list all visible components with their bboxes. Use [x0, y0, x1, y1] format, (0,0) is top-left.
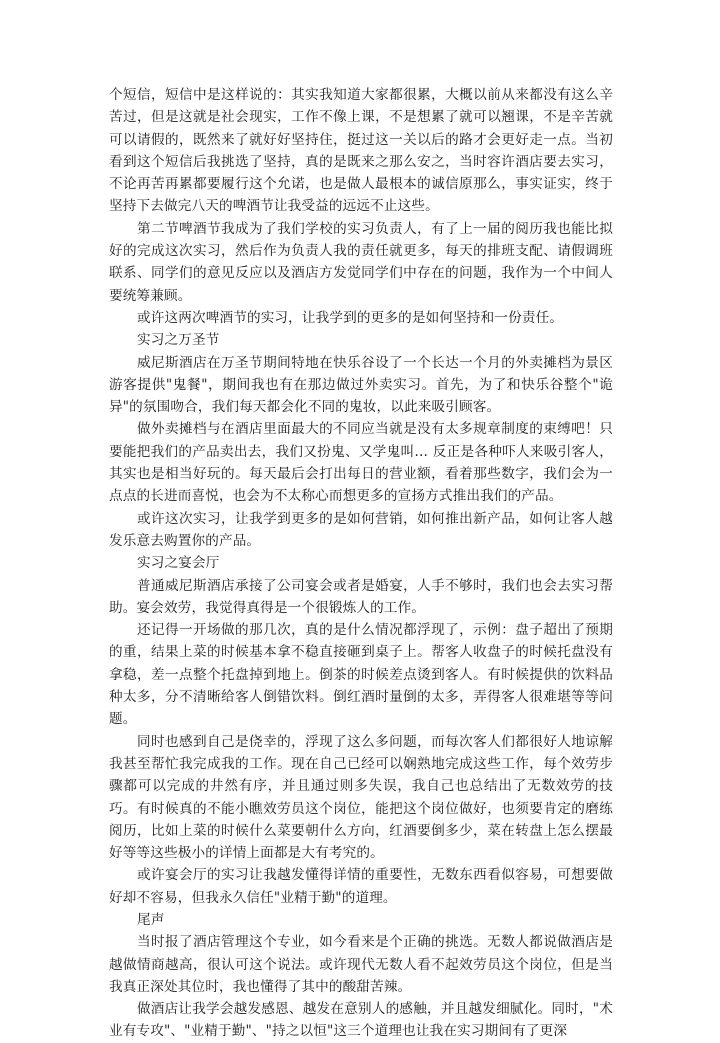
section-heading: 实习之万圣节: [137, 332, 220, 349]
paragraph: 当时报了酒店管理这个专业，如今看来是个正确的挑选。无数人都说做酒店是越做情商越高，很认可这个说法。或许现代无数人看不起效劳员这个岗位，但是当我真正深处其位时，我也懂得了其中的酸甜苦辣。: [109, 934, 613, 995]
paragraph: 还记得一开场做的那几次，真的是什么情况都浮现了，示例：盘子超出了预期的重，结果上菜的时候基本拿不稳直接砸到桌子上。帮客人收盘子的时候托盘没有拿稳，差一点整个托盘掉到地上。倒茶的时候差点烫到客人。有时候提供的饮料品种太多，分不清晰给客人倒错饮料。倒红酒时量倒的太多，弄得客人很难堪等等问题。: [109, 622, 613, 728]
section-heading: 实习之宴会厅: [137, 555, 220, 572]
paragraph: 做酒店让我学会越发感恩、越发在意别人的感触，并且越发细腻化。同时，"术业有专攻"、"业精于勤"、"持之以恒"这三个道理也让我在实习期间有了更深: [109, 1001, 613, 1040]
section-heading: 尾声: [137, 911, 165, 928]
paragraph: 威尼斯酒店在万圣节期间特地在快乐谷设了一个长达一个月的外卖摊档为景区游客提供"鬼餐"，期间我也有在那边做过外卖实习。首先，为了和快乐谷整个"诡异"的氛围吻合，我们每天都会化不同的鬼妆，以此来吸引顾客。: [109, 354, 613, 416]
document-body: [109, 84, 613, 1043]
paragraph: 做外卖摊档与在酒店里面最大的不同应当就是没有太多规章制度的束缚吧！只要能把我们的产品卖出去，我们又扮鬼、又学鬼叫… 反正是各种吓人来吸引客人，其实也是相当好玩的。每天最后会打出每日的营业额，看着那些数字，我们会为一点点的长进而喜悦，也会为不太称心而想更多的宣扬方式推出我们的产品。: [109, 421, 613, 505]
paragraph: 或许宴会厅的实习让我越发懂得详情的重要性，无数东西看似容易，可想要做好却不容易，但我永久信任"业精于勤"的道理。: [109, 867, 613, 906]
paragraph: 普通威尼斯酒店承接了公司宴会或者是婚宴，人手不够时，我们也会去实习帮助。宴会效劳，我觉得真得是一个很锻炼人的工作。: [109, 577, 613, 616]
paragraph: 个短信，短信中是这样说的：其实我知道大家都很累，大概以前从来都没有这么辛苦过，但是这就是社会现实，工作不像上课，不是想累了就可以翘课，不是辛苦就可以请假的，既然来了就好好坚持住，挺过这一关以后的路才会更好走一点。当初看到这个短信后我挑选了坚持，真的是既来之那么安之，当时容许酒店要去实习，不论再苦再累都要履行这个允诺，也是做人最根本的诚信原那么，事实证实，终于坚持下去做完八天的啤酒节让我受益的远远不止这些。: [109, 87, 613, 215]
paragraph: 或许这两次啤酒节的实习，让我学到的更多的是如何坚持和一份责任。: [137, 309, 564, 326]
paragraph: 第二节啤酒节我成为了我们学校的实习负责人，有了上一届的阅历我也能比拟好的完成这次实习，然后作为负责人我的责任就更多，每天的排班支配、请假调班联系、同学们的意见反应以及酒店方发觉同学们中存在的问题，我作为一个中间人要统筹兼顾。: [109, 220, 613, 304]
paragraph: 或许这次实习，让我学到更多的是如何营销，如何推出新产品，如何让客人越发乐意去购置你的产品。: [109, 510, 613, 549]
paragraph: 同时也感到自己是侥幸的，浮现了这么多问题，而每次客人们都很好人地谅解我甚至帮忙我完成我的工作。现在自己已经可以娴熟地完成这些工作，每个效劳步骤都可以完成的井然有序，并且通过则多失误，我自己也总结出了无数效劳的技巧。有时候真的不能小瞧效劳员这个岗位，能把这个岗位做好，也须要肯定的磨练阅历，比如上菜的时候什么菜要朝什么方向，红酒要倒多少，菜在转盘上怎么摆最好等等这些极小的详情上面都是大有考究的。: [109, 733, 613, 862]
